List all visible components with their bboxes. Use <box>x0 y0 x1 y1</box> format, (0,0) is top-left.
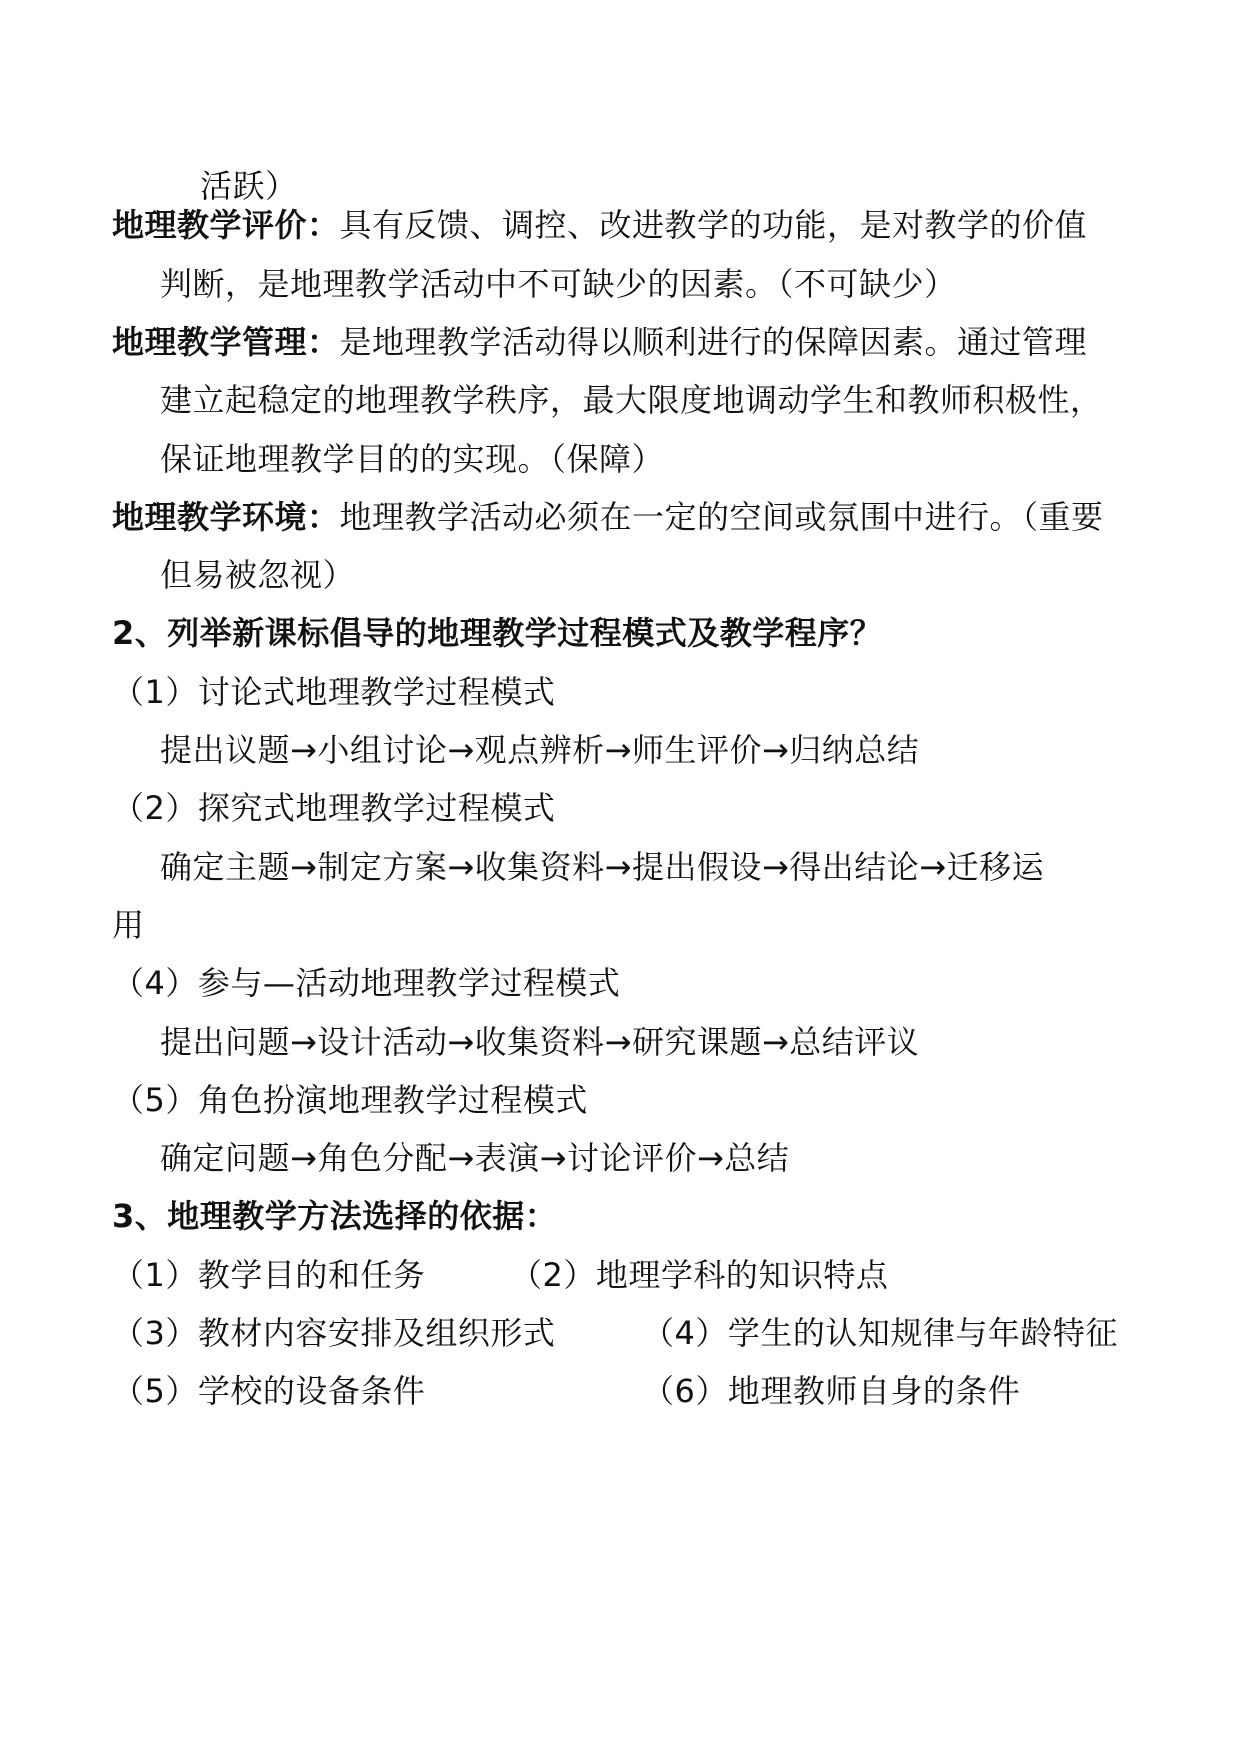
basis-item: （5）学校的设备条件 <box>112 1372 426 1410</box>
mode-steps: 提出议题→小组讨论→观点辨析→师生评价→归纳总结 <box>160 731 920 769</box>
basis-item: （2）地理学科的知识特点 <box>510 1256 889 1294</box>
mode-title: （2）探究式地理教学过程模式 <box>112 789 556 827</box>
text-line: 保证地理教学目的的实现。（保障） <box>160 440 665 478</box>
basis-item: （1）教学目的和任务 <box>112 1256 426 1294</box>
paragraph-environment <box>112 495 1104 539</box>
term-heading: 地理教学环境： <box>112 498 340 536</box>
text-line: 活跃） <box>200 167 298 205</box>
question-heading: 3、地理教学方法选择的依据： <box>112 1197 558 1235</box>
paragraph-evaluation <box>112 203 1087 247</box>
basis-item: （4）学生的认知规律与年龄特征 <box>642 1314 1118 1352</box>
mode-steps: 确定问题→角色分配→表演→讨论评价→总结 <box>160 1139 790 1177</box>
text-line: 建立起稳定的地理教学秩序，最大限度地调动学生和教师积极性， <box>160 381 1103 419</box>
question-heading: 2、列举新课标倡导的地理教学过程模式及教学程序？ <box>112 614 883 652</box>
mode-steps: 提出问题→设计活动→收集资料→研究课题→总结评议 <box>160 1023 920 1061</box>
basis-item: （3）教材内容安排及组织形式 <box>112 1314 556 1352</box>
mode-title: （1）讨论式地理教学过程模式 <box>112 673 556 711</box>
text-line: 判断，是地理教学活动中不可缺少的因素。（不可缺少） <box>160 265 957 303</box>
basis-item: （6）地理教师自身的条件 <box>642 1372 1021 1410</box>
mode-title: （5）角色扮演地理教学过程模式 <box>112 1081 588 1119</box>
term-definition: 地理教学活动必须在一定的空间或氛围中进行。（重要 <box>339 498 1104 536</box>
term-definition: 是地理教学活动得以顺利进行的保障因素。通过管理 <box>339 323 1088 361</box>
text-line: 用 <box>112 906 145 944</box>
text-line: 但易被忽视） <box>160 556 356 594</box>
term-definition: 具有反馈、调控、改进教学的功能，是对教学的价值 <box>339 206 1088 244</box>
mode-title: （4）参与—活动地理教学过程模式 <box>112 964 621 1002</box>
term-heading: 地理教学评价： <box>112 206 340 244</box>
term-heading: 地理教学管理： <box>112 323 340 361</box>
mode-steps: 确定主题→制定方案→收集资料→提出假设→得出结论→迁移运 <box>160 848 1045 886</box>
paragraph-management <box>112 320 1087 364</box>
